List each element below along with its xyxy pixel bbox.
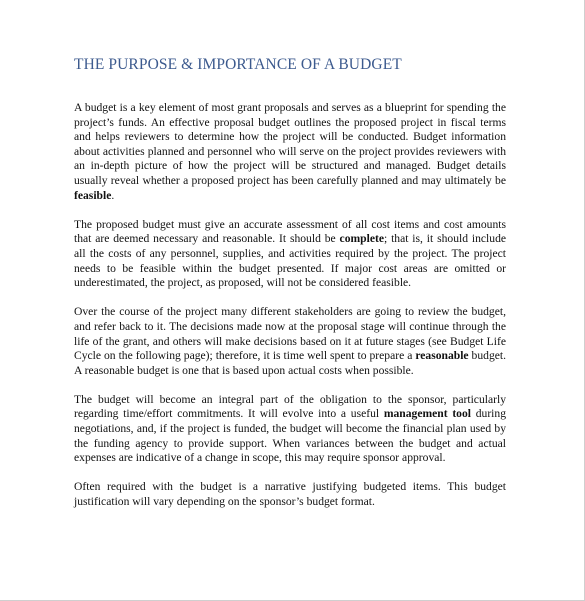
paragraph-1-text-b: . (111, 188, 115, 202)
paragraph-2-text-b: ; that is, it should include all the costs of any personnel, supplies, and activities required by the project. The project needs to be feasible within the budget presented. If major cost areas are omitted or underestimated, the project, as proposed, will not be considered feasible. (74, 232, 507, 290)
paragraph-2 (74, 218, 506, 291)
paragraph-5 (74, 480, 506, 509)
paragraph-4-text-a: The budget will become an integral part of the obligation to the sponsor, particularly regarding time/effort commitments. It will evolve into a useful (74, 392, 506, 421)
paragraph-2-text-a: The proposed budget must give an accurate assessment of all cost items and cost amounts that are deemed necessary and reasonable. It should be (74, 217, 506, 246)
paragraph-4-bold: management tool (383, 407, 471, 421)
paragraph-2-bold: complete (339, 232, 384, 246)
paragraph-3 (74, 305, 506, 378)
paragraph-1-bold: feasible (74, 188, 112, 202)
paragraph-3-text-b: budget. A reasonable budget is one that is based upon actual costs when possible. (74, 349, 507, 377)
paragraph-1 (74, 101, 506, 203)
paragraph-5-text-a: Often required with the budget is a narrative justifying budgeted items. This budget justification will vary depending on the sponsor’s budget format. (74, 480, 506, 509)
paragraph-4 (74, 393, 506, 466)
paragraph-3-text-a: Over the course of the project many different stakeholders are going to review the budget, and refer back to it. The decisions made now at the proposal stage will continue through the life of the grant, and others will make decisions based on it at future stages (see Budget Life Cycle on the following page); therefore, it is time well spent to prepare a (74, 305, 506, 363)
page-title: THE PURPOSE & IMPORTANCE OF A BUDGET (74, 56, 402, 73)
paragraph-4-text-b: during negotiations, and, if the project is funded, the budget will become the financial plan used by the funding agency to provide support. When variances between the budget and actual expenses are indicative of a change in scope, this may require sponsor approval. (74, 407, 506, 465)
paragraph-3-bold: reasonable (415, 349, 469, 363)
document-body (74, 101, 506, 524)
paragraph-1-text-a: A budget is a key element of most grant proposals and serves as a blueprint for spending the project’s funds. An effective proposal budget outlines the proposed project in fiscal terms and helps reviewers to determine how the project will be conducted. Budget information about activities planned and personnel who will serve on the project provides reviewers with an in-depth picture of how the project will be structured and managed. Budget details usually reveal whether a proposed project has been carefully planned and may ultimately be (74, 101, 506, 187)
